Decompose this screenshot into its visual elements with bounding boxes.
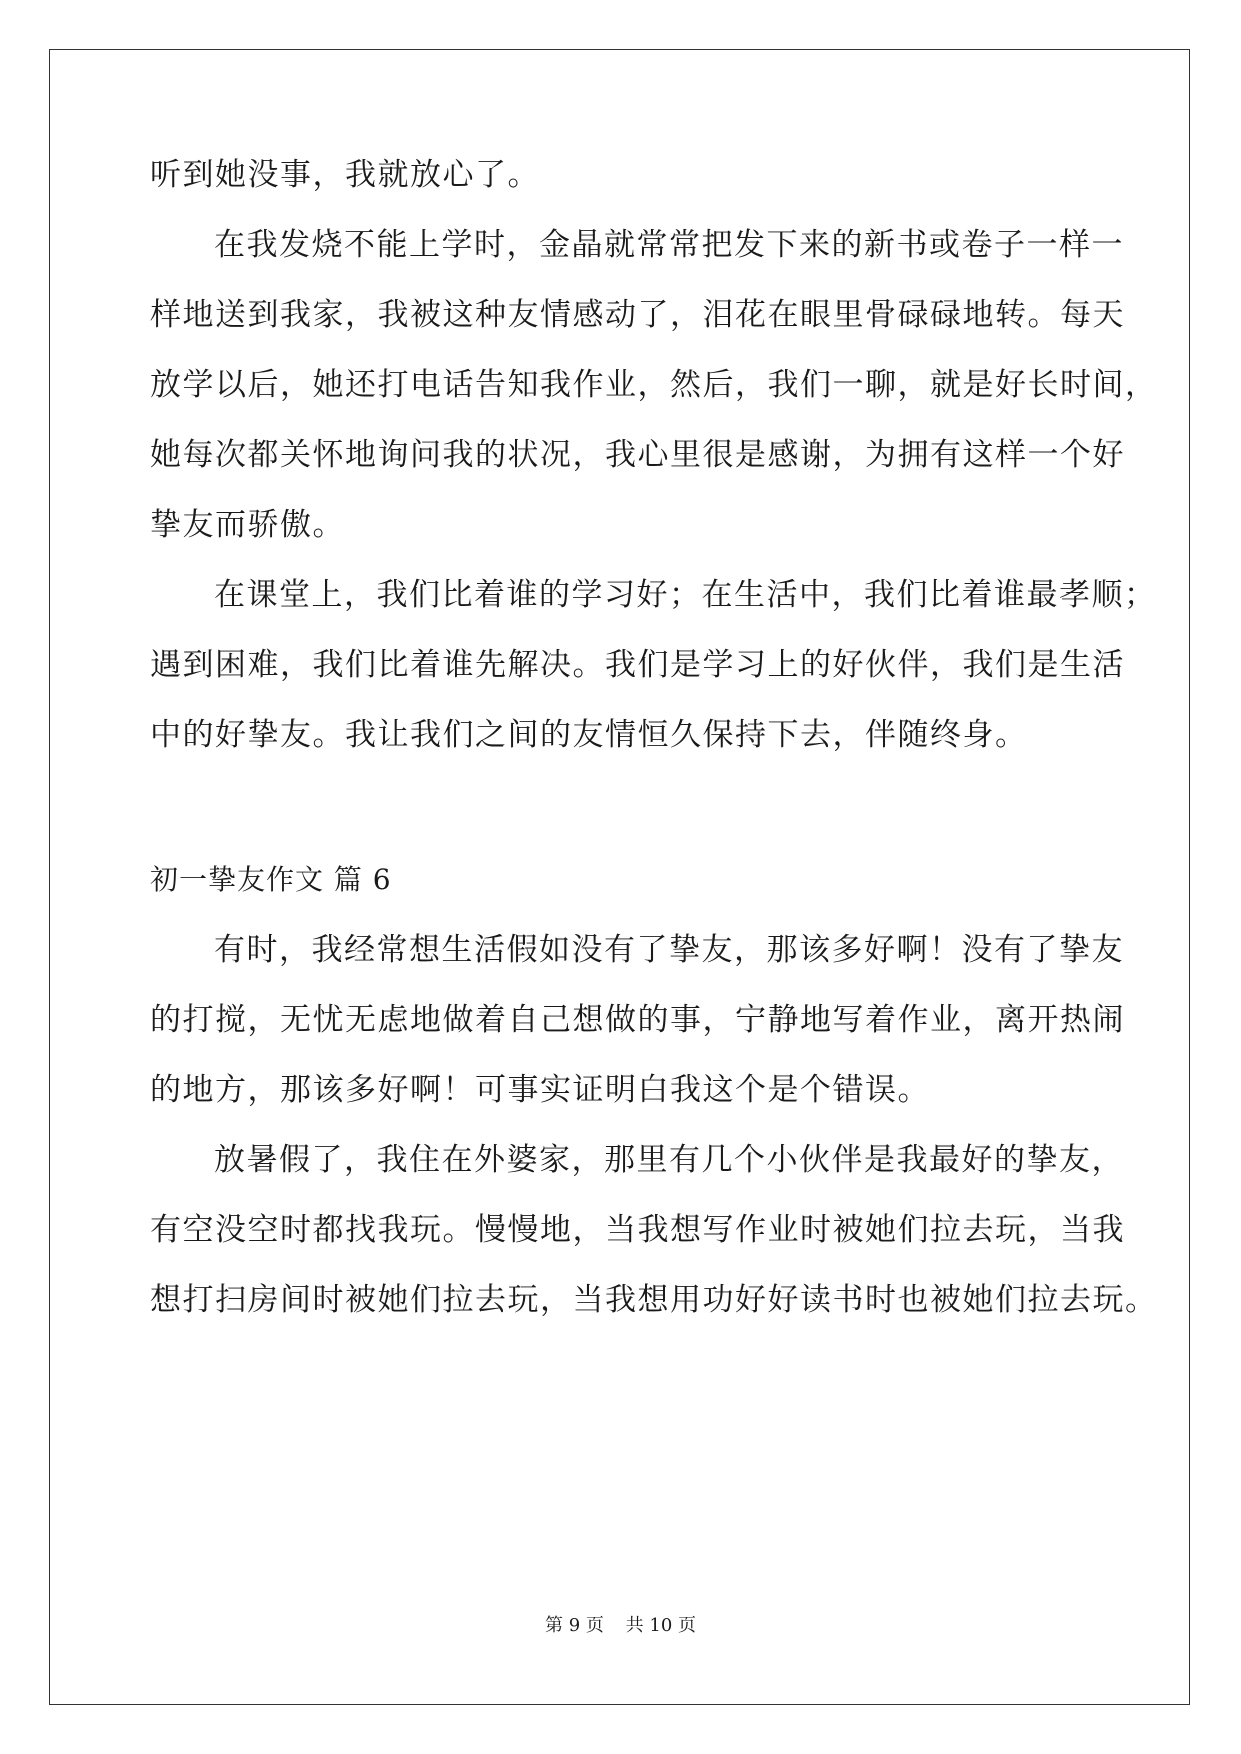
paragraph-line: 有时，我经常想生活假如没有了挚友，那该多好啊！没有了挚友 [214, 932, 1124, 968]
paragraph-line: 放学以后，她还打电话告知我作业，然后，我们一聊，就是好长时间， [150, 367, 1158, 403]
section-heading: 初一挚友作文 篇 6 [150, 863, 392, 896]
paragraph-line: 放暑假了，我住在外婆家，那里有几个小伙伴是我最好的挚友， [214, 1142, 1124, 1178]
paragraph-line: 遇到困难，我们比着谁先解决。我们是学习上的好伙伴，我们是生活 [150, 647, 1125, 683]
paragraph-line: 中的好挚友。我让我们之间的友情恒久保持下去，伴随终身。 [150, 717, 1028, 753]
paragraph-line: 样地送到我家，我被这种友情感动了，泪花在眼里骨碌碌地转。每天 [150, 297, 1125, 333]
paragraph-line: 想打扫房间时被她们拉去玩，当我想用功好好读书时也被她们拉去玩。 [150, 1282, 1158, 1318]
paragraph-line: 她每次都关怀地询问我的状况，我心里很是感谢，为拥有这样一个好 [150, 437, 1125, 473]
paragraph-line: 听到她没事，我就放心了。 [150, 157, 540, 193]
paragraph-line: 的地方，那该多好啊！可事实证明白我这个是个错误。 [150, 1072, 930, 1108]
page-total: 共 10 页 [625, 1615, 696, 1636]
page-number: 第 9 页 [545, 1615, 604, 1636]
paragraph-line: 在课堂上，我们比着谁的学习好；在生活中，我们比着谁最孝顺； [214, 577, 1157, 613]
paragraph-line: 在我发烧不能上学时，金晶就常常把发下来的新书或卷子一样一 [214, 227, 1124, 263]
paragraph-line: 挚友而骄傲。 [150, 507, 345, 543]
page-footer [0, 1614, 1241, 1638]
paragraph-line: 有空没空时都找我玩。慢慢地，当我想写作业时被她们拉去玩，当我 [150, 1212, 1125, 1248]
paragraph-line: 的打搅，无忧无虑地做着自己想做的事，宁静地写着作业，离开热闹 [150, 1002, 1125, 1038]
